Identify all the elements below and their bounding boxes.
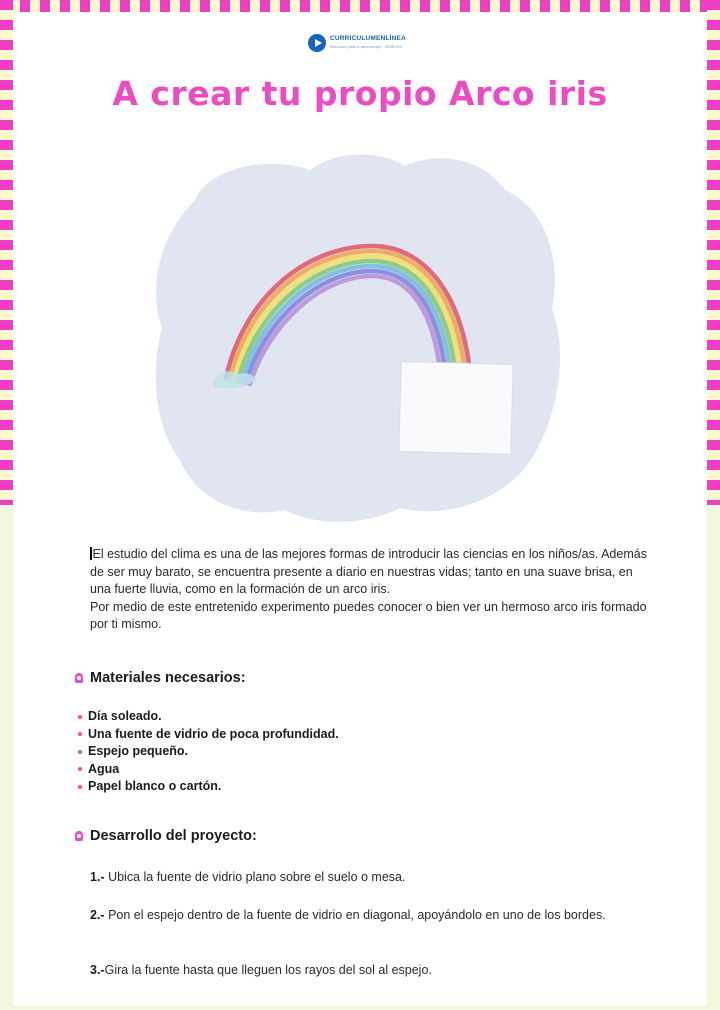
material-text: Agua xyxy=(88,761,120,776)
intro-paragraph-1 xyxy=(90,546,650,599)
intro-paragraph-2: Por medio de este entretenido experimento puedes conocer o bien ver un hermoso arco iris formado por ti mismo. xyxy=(90,599,647,631)
step-number: 1.- xyxy=(90,870,105,884)
material-text: Día soleado. xyxy=(88,709,162,723)
step-number: 3.- xyxy=(90,963,105,977)
rainbow-illustration xyxy=(150,148,570,528)
step-3 xyxy=(90,962,650,980)
materials-heading xyxy=(74,670,246,686)
bullet-icon xyxy=(78,767,82,771)
list-item xyxy=(78,743,339,761)
list-item xyxy=(78,761,339,779)
step-text: Gira la fuente hasta que lleguen los rayos del sol al espejo. xyxy=(104,963,432,977)
page-border-top xyxy=(0,0,720,12)
bullet-icon xyxy=(78,750,82,754)
text-cursor xyxy=(90,547,92,560)
material-text: Espejo pequeño. xyxy=(88,744,189,758)
list-item xyxy=(78,726,339,744)
materials-heading-text: Materiales necesarios: xyxy=(90,670,246,686)
intro-paragraph-1-text: El estudio del clima es una de las mejores formas de introducir las ciencias en los niños/as. Además de ser muy barato, se encuentra presente a diario en nuestras vidas; tanto en una suave brisa, en una fuerte lluvia, como en la formación de un arco iris. xyxy=(90,547,647,596)
bullet-icon xyxy=(78,715,82,719)
materials-list xyxy=(78,708,339,796)
step-1 xyxy=(90,869,650,887)
step-text: Pon el espejo dentro de la fuente de vidrio en diagonal, apoyándolo en uno de los bordes. xyxy=(104,908,606,922)
crayon-icon xyxy=(74,831,84,841)
development-heading xyxy=(74,828,257,844)
material-text: Una fuente de vidrio de poca profundidad. xyxy=(88,726,339,741)
step-number: 2.- xyxy=(90,908,105,922)
step-2 xyxy=(90,907,650,925)
material-text: Papel blanco o cartón. xyxy=(88,779,222,793)
step-text: Ubica la fuente de vidrio plano sobre el suelo o mesa. xyxy=(104,870,406,884)
curriculum-logo xyxy=(308,33,406,53)
bullet-icon xyxy=(78,785,82,789)
logo-text xyxy=(330,35,406,51)
list-item xyxy=(78,708,339,726)
logo-name: CURRICULUMENLÍNEA xyxy=(330,35,406,42)
play-logo-icon xyxy=(308,34,326,52)
intro-text xyxy=(90,546,650,634)
logo-tagline: Recursos para el aprendizaje · MINEDUC xyxy=(330,45,403,49)
cloud-shape xyxy=(156,154,560,521)
development-heading-text: Desarrollo del proyecto: xyxy=(90,828,257,844)
list-item xyxy=(78,778,339,796)
crayon-icon xyxy=(74,673,84,683)
bullet-icon xyxy=(78,732,82,736)
white-paper-sheet xyxy=(399,362,513,455)
page-title: A crear tu propio Arco iris xyxy=(112,74,608,113)
